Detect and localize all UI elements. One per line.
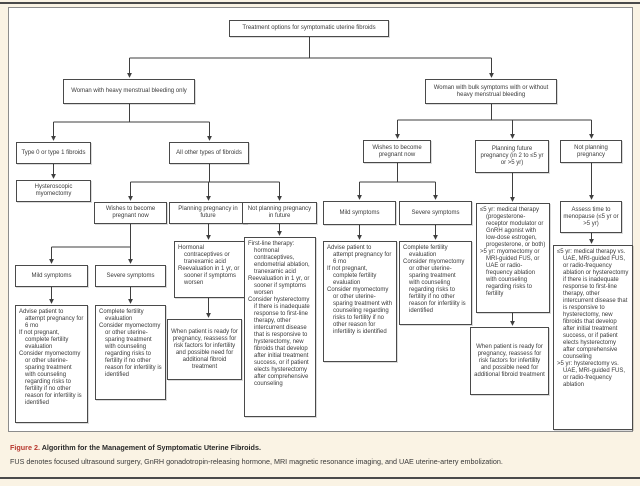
detail-item: Advise patient to attempt pregnancy for 6 mo [19,309,84,329]
node-wishes-pregnant-left: Wishes to become pregnant now [94,202,167,224]
node-heavy-bleeding: Woman with heavy menstrual bleeding only [63,79,195,104]
detail-item: If not pregnant, complete fertility evaluation [19,330,69,350]
node-mild-right: Mild symptoms [323,201,396,225]
detail-item: Hormonal contraceptives or tranexamic acid [178,245,230,265]
node-bulk-symptoms: Woman with bulk symptoms with or without heavy menstrual bleeding [425,79,557,104]
node-severe-right: Severe symptoms [399,201,472,225]
node-planning-future-right: Planning future pregnancy (in 2 to ≤5 yr or >5 yr) [475,140,549,173]
node-wishes-pregnant-right: Wishes to become pregnant now [363,140,431,163]
node-severe-left: Severe symptoms [95,265,166,287]
node-type-0-1-fibroids: Type 0 or type 1 fibroids [16,142,91,164]
figure-title: Algorithm for the Management of Symptomatic Uterine Fibroids. [41,443,261,452]
node-menopause-detail [553,245,633,430]
detail-item: Reevaluation in 1 yr, or sooner if symptoms worsen [248,276,310,296]
node-mild-left-detail [15,305,88,423]
detail-item: Consider myomectomy or other uterine-sparing treatment with counseling regarding risks to fertility if no other reason for infertility is identified [327,287,393,335]
detail-item: ≤5 yr: medical therapy (progesterone-receptor modulator or GnRH agonist with low-dose estrogen, progesterone, or both) [480,207,546,248]
node-when-ready-right: When patient is ready for pregnancy, reassess for risk factors for infertility and possible need for additional fibroid treatment [470,327,549,395]
node-when-ready-left: When patient is ready for pregnancy, reassess for risk factors for infertility and possible need for additional fibroid treatment [167,319,242,380]
detail-item: Consider myomectomy or other uterine-sparing treatment with counseling regarding risks to fertility if no other reason for infertility is identified [19,351,82,406]
node-severe-right-detail [399,241,472,325]
detail-item: ≤5 yr: medical therapy vs. UAE, MRI-guided FUS, or radio-frequency ablation or hysterectomy if there is inadequate response to first-line therapy, other intercurrent disease that is responsive to hysterectomy, new fibroids that develop after initial treatment success, or if patient elects hysterectomy after comprehensive counseling [557,249,629,360]
node-root: Treatment options for symptomatic uterine fibroids [229,20,389,37]
node-hysteroscopic-myomectomy: Hysteroscopic myomectomy [16,180,91,202]
detail-item: Consider myomectomy or other uterine-sparing treatment with counseling regarding risks to fertility if no other reason for infertility is identified [99,323,162,378]
node-first-line-therapy [244,237,316,417]
node-mild-left: Mild symptoms [15,265,88,287]
node-all-other-types: All other types of fibroids [169,142,249,164]
node-assess-menopause: Assess time to menopause (≤5 yr or >5 yr) [560,201,622,233]
detail-item: Complete fertility evaluation [403,245,448,258]
detail-item: Consider myomectomy or other uterine-sparing treatment with counseling regarding risks to fertility if no other reason for infertility is identified [403,259,466,314]
detail-item: >5 yr: hysterectomy vs. UAE, MRI-guided FUS, or radio-frequency ablation [557,361,626,388]
figure-caption [0,437,640,466]
node-not-planning-right: Not planning pregnancy [560,140,622,163]
detail-item: >5 yr: myomectomy or MRI-guided FUS, or UAE or radio-frequency ablation with counseling regarding risks to fertility [480,249,540,297]
figure-label: Figure 2. [10,443,40,452]
detail-item: Consider hysterectomy if there is inadequate response to first-line therapy, other intercurrent disease that is responsive to hysterectomy, new fibroids that develop after initial treatment success, or if patient elects hysterectomy after comprehensive counseling [248,297,310,387]
detail-item: Reevaluation in 1 yr, or sooner if symptoms worsen [178,266,240,286]
node-severe-left-detail [95,305,166,400]
detail-item: Advise patient to attempt pregnancy for 6 mo [327,245,392,265]
detail-item: Complete fertility evaluation [99,309,144,322]
node-planning-future-left: Planning pregnancy in future [169,202,247,224]
detail-item: First-line therapy: hormonal contraceptives, endometrial ablation, tranexamic acid [248,241,310,275]
node-medical-therapy [476,203,550,313]
detail-item: If not pregnant, complete fertility evaluation [327,266,377,286]
bottom-rule [0,477,640,479]
node-not-planning-left: Not planning pregnancy in future [242,202,317,224]
node-hormonal-tranexamic [174,241,247,298]
caption-line [10,443,630,452]
figure-note: FUS denotes focused ultrasound surgery, GnRH gonadotropin-releasing hormone, MRI magnetic resonance imaging, and UAE uterine-artery embolization. [10,457,503,466]
node-mild-right-detail [323,241,397,362]
